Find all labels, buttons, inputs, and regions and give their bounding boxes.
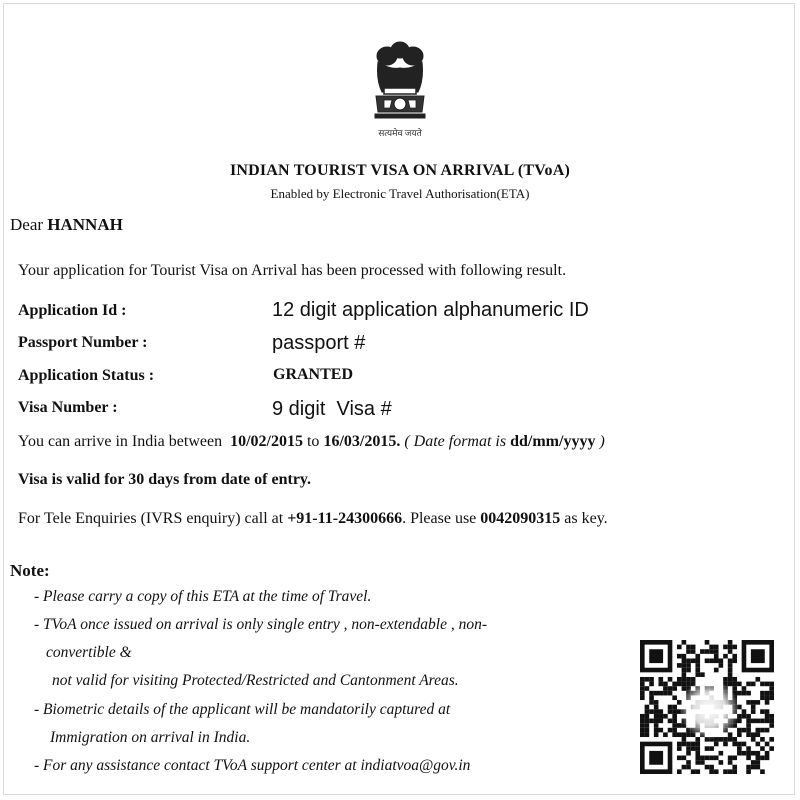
note-single-entry: - TVoA once issued on arrival is only single entry , non-extendable , non- bbox=[34, 616, 488, 633]
arrival-from-date: 10/02/2015 bbox=[230, 433, 303, 450]
visa-number-value: 9 digit Visa # bbox=[272, 398, 392, 420]
date-format-prefix: ( Date format is bbox=[404, 433, 507, 450]
greeting-prefix: Dear bbox=[10, 215, 44, 234]
intro-text: Your application for Tourist Visa on Arrival has been processed with following result. bbox=[18, 262, 567, 279]
passport-number-value: passport # bbox=[272, 332, 366, 354]
application-id-label: Application Id : bbox=[18, 302, 127, 319]
date-format: dd/mm/yyyy bbox=[510, 433, 596, 450]
emblem-motto: सत्यमेव जयते bbox=[378, 128, 422, 138]
arrival-window bbox=[18, 433, 605, 451]
visa-number-label: Visa Number : bbox=[18, 399, 118, 416]
note-biometric: - Biometric details of the applicant will be mandatorily captured at bbox=[34, 701, 451, 718]
tele-middle: . Please use bbox=[402, 510, 477, 527]
national-emblem-icon bbox=[362, 40, 438, 140]
application-status-label: Application Status : bbox=[18, 367, 155, 384]
note-carry-copy: - Please carry a copy of this ETA at the time of Travel. bbox=[34, 588, 372, 605]
tele-prefix: For Tele Enquiries (IVRS enquiry) call at bbox=[18, 510, 284, 527]
application-status-value: GRANTED bbox=[273, 366, 354, 383]
note-biometric-cont: Immigration on arrival in India. bbox=[50, 729, 251, 746]
arrival-prefix: You can arrive in India between bbox=[18, 433, 223, 450]
note-restricted-areas: not valid for visiting Protected/Restricted and Cantonment Areas. bbox=[52, 672, 459, 689]
tele-enquiries bbox=[18, 510, 608, 528]
notes-heading: Note: bbox=[10, 561, 50, 580]
note-single-entry-cont: convertible & bbox=[46, 644, 132, 661]
page-subtitle: Enabled by Electronic Travel Authorisation(ETA) bbox=[270, 186, 530, 201]
application-id-value: 12 digit application alphanumeric ID bbox=[272, 299, 589, 321]
arrival-to-date: 16/03/2015. bbox=[323, 433, 401, 450]
applicant-name: HANNAH bbox=[47, 215, 123, 234]
tele-suffix: as key. bbox=[564, 510, 608, 527]
note-support-contact: - For any assistance contact TVoA support center at indiatvoa@gov.in bbox=[34, 757, 471, 774]
tele-key: 0042090315 bbox=[480, 510, 561, 527]
visa-validity: Visa is valid for 30 days from date of entry. bbox=[18, 471, 312, 488]
passport-number-label: Passport Number : bbox=[18, 334, 148, 351]
page-title: INDIAN TOURIST VISA ON ARRIVAL (TVoA) bbox=[229, 162, 571, 179]
qr-code bbox=[640, 640, 774, 774]
arrival-to-word: to bbox=[306, 433, 320, 450]
date-format-suffix: ) bbox=[599, 433, 605, 450]
greeting bbox=[10, 215, 123, 235]
tele-phone-number: +91-11-24300666 bbox=[287, 510, 403, 527]
